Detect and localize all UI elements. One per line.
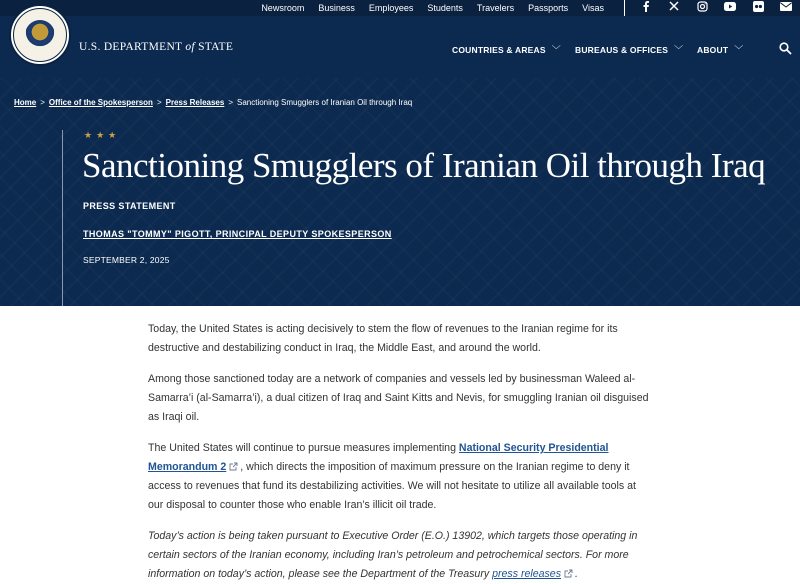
external-link-icon — [564, 569, 573, 578]
department-seal-logo[interactable] — [9, 4, 71, 66]
breadcrumb-home[interactable]: Home — [14, 98, 37, 107]
breadcrumb-current: Sanctioning Smugglers of Iranian Oil through Iraq — [237, 98, 413, 107]
nav-about-label: ABOUT — [697, 44, 729, 55]
flickr-icon[interactable] — [752, 0, 764, 12]
chevron-down-icon: ﹀ — [551, 45, 561, 55]
utility-link-business[interactable]: Business — [318, 3, 355, 13]
instagram-icon[interactable] — [696, 0, 708, 12]
article-body — [148, 320, 654, 584]
nav-countries-areas-label: COUNTRIES & AREAS — [452, 44, 546, 55]
author-link[interactable]: THOMAS "TOMMY" PIGOTT, PRINCIPAL DEPUTY SPOKESPERSON — [83, 229, 392, 239]
agency-name-prefix: U.S. DEPARTMENT — [79, 41, 186, 53]
breadcrumb-separator: > — [156, 98, 162, 107]
site-header — [0, 16, 800, 78]
nspm-2-link[interactable]: National Security Presidential Memorandum 2 — [148, 442, 609, 473]
breadcrumb-separator: > — [40, 98, 45, 107]
external-link-icon — [229, 462, 238, 471]
article-hero — [0, 78, 800, 306]
paragraph-3-lead: The United States will continue to pursue measures implementing — [148, 442, 459, 454]
seal-ring — [13, 8, 67, 62]
breadcrumb-press-releases[interactable]: Press Releases — [165, 98, 225, 107]
paragraph-1: Today, the United States is acting decisively to stem the flow of revenues to the Iranian regime for its destructive and destabilizing conduct in Iraq, the Middle East, and around the world. — [148, 323, 618, 354]
nav-bureaus-offices-label: BUREAUS & OFFICES — [575, 44, 669, 55]
agency-name-of: of — [185, 41, 195, 53]
paragraph-3 — [148, 439, 654, 515]
paragraph-3-rest: , which directs the imposition of maximum pressure on the Iranian regime to deny it access to revenues that fund its destabilizing activities. We will not hesitate to utilize all available tools at our disposal to counter those who enable Iran’s illicit oil trade. — [148, 461, 636, 511]
page-title: Sanctioning Smugglers of Iranian Oil through Iraq — [82, 146, 766, 185]
nav-about[interactable] — [697, 43, 743, 56]
youtube-icon[interactable] — [724, 0, 736, 12]
nav-countries-areas[interactable] — [452, 43, 561, 56]
utility-link-newsroom[interactable]: Newsroom — [261, 3, 305, 13]
utility-link-visas[interactable]: Visas — [582, 3, 604, 13]
paragraph-2: Among those sanctioned today are a network of companies and vessels led by businessman Waleed al-Samarra’i (al-Samarra’i), a dual citizen of Iraq and Saint Kitts and Nevis, for smuggling Iranian oil disguised as Iraqi oil. — [148, 373, 649, 423]
utility-links — [261, 0, 604, 16]
utility-link-employees[interactable]: Employees — [368, 3, 414, 13]
breadcrumb — [14, 98, 412, 107]
x-icon[interactable] — [668, 0, 680, 12]
breadcrumb-office-spokesperson[interactable]: Office of the Spokesperson — [48, 98, 153, 107]
paragraph-4-end: . — [575, 568, 578, 580]
social-links — [640, 0, 792, 12]
facebook-icon[interactable] — [640, 0, 652, 12]
publish-date: SEPTEMBER 2, 2025 — [83, 255, 170, 265]
eagle-emblem-icon — [25, 20, 55, 50]
chevron-down-icon: ﹀ — [734, 45, 744, 55]
utility-bar — [0, 0, 800, 16]
paragraph-4-lead: Today’s action is being taken pursuant to Executive Order (E.O.) 13902, which targets those operating in certain sectors of the Iranian economy, including Iran’s petroleum and petrochemical sectors. For more information on today’s action, please see the Department of the Treasury — [148, 530, 638, 580]
utility-link-passports[interactable]: Passports — [528, 3, 569, 13]
chevron-down-icon: ﹀ — [674, 45, 684, 55]
paragraph-4 — [148, 527, 654, 584]
agency-name-suffix: STATE — [194, 41, 234, 53]
agency-name[interactable] — [79, 41, 233, 53]
utility-link-travelers[interactable]: Travelers — [476, 3, 515, 13]
treasury-press-releases-link[interactable]: press releases — [492, 568, 561, 580]
utility-link-students[interactable]: Students — [427, 3, 463, 13]
nav-bureaus-offices[interactable] — [575, 43, 683, 56]
stars-decoration: ★★★ — [84, 130, 121, 140]
email-icon[interactable] — [780, 0, 792, 12]
article-type: PRESS STATEMENT — [83, 201, 176, 211]
hero-divider-line — [62, 130, 63, 306]
search-icon[interactable] — [779, 42, 793, 56]
breadcrumb-separator: > — [228, 98, 233, 107]
utility-divider — [624, 0, 625, 16]
